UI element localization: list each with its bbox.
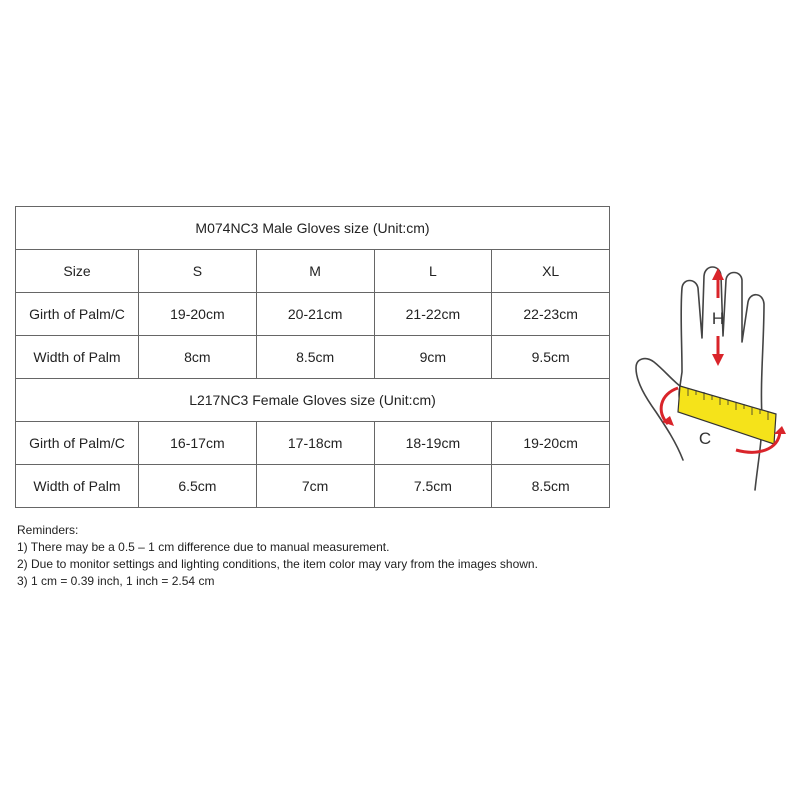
table-cell: 8.5cm — [256, 336, 374, 379]
hand-outline-icon — [636, 267, 764, 490]
table-row — [16, 336, 610, 379]
table-cell: 19-20cm — [492, 422, 610, 465]
header-row — [16, 250, 610, 293]
height-label: H — [711, 309, 725, 328]
reminder-item: 1) There may be a 0.5 – 1 cm difference due to manual measurement. — [17, 540, 390, 554]
table-cell: 9cm — [374, 336, 492, 379]
header-cell: Size — [16, 250, 139, 293]
female-table-title: L217NC3 Female Gloves size (Unit:cm) — [16, 379, 610, 422]
row-label: Width of Palm — [16, 465, 139, 508]
table-cell: 18-19cm — [374, 422, 492, 465]
table-cell: 16-17cm — [139, 422, 257, 465]
male-title-row — [16, 207, 610, 250]
table-cell: 19-20cm — [139, 293, 257, 336]
row-label: Girth of Palm/C — [16, 293, 139, 336]
header-cell: L — [374, 250, 492, 293]
header-cell: M — [256, 250, 374, 293]
female-title-row — [16, 379, 610, 422]
table-cell: 21-22cm — [374, 293, 492, 336]
table-cell: 7.5cm — [374, 465, 492, 508]
row-label: Girth of Palm/C — [16, 422, 139, 465]
reminder-item: 2) Due to monitor settings and lighting conditions, the item color may vary from the images shown. — [17, 557, 538, 571]
hand-measurement-diagram — [628, 262, 793, 497]
table-cell: 17-18cm — [256, 422, 374, 465]
table-cell: 8cm — [139, 336, 257, 379]
table-cell: 22-23cm — [492, 293, 610, 336]
table-row — [16, 465, 610, 508]
header-cell: S — [139, 250, 257, 293]
male-table-title: M074NC3 Male Gloves size (Unit:cm) — [16, 207, 610, 250]
table-cell: 9.5cm — [492, 336, 610, 379]
header-cell: XL — [492, 250, 610, 293]
table-row — [16, 293, 610, 336]
table-cell: 8.5cm — [492, 465, 610, 508]
table-cell: 20-21cm — [256, 293, 374, 336]
reminders-heading: Reminders: — [17, 523, 79, 537]
row-label: Width of Palm — [16, 336, 139, 379]
size-chart-table — [15, 206, 610, 508]
circumference-label: C — [698, 429, 712, 448]
reminder-item: 3) 1 cm = 0.39 inch, 1 inch = 2.54 cm — [17, 574, 215, 588]
table-row — [16, 422, 610, 465]
table-cell: 7cm — [256, 465, 374, 508]
reminders — [17, 522, 538, 590]
table-cell: 6.5cm — [139, 465, 257, 508]
